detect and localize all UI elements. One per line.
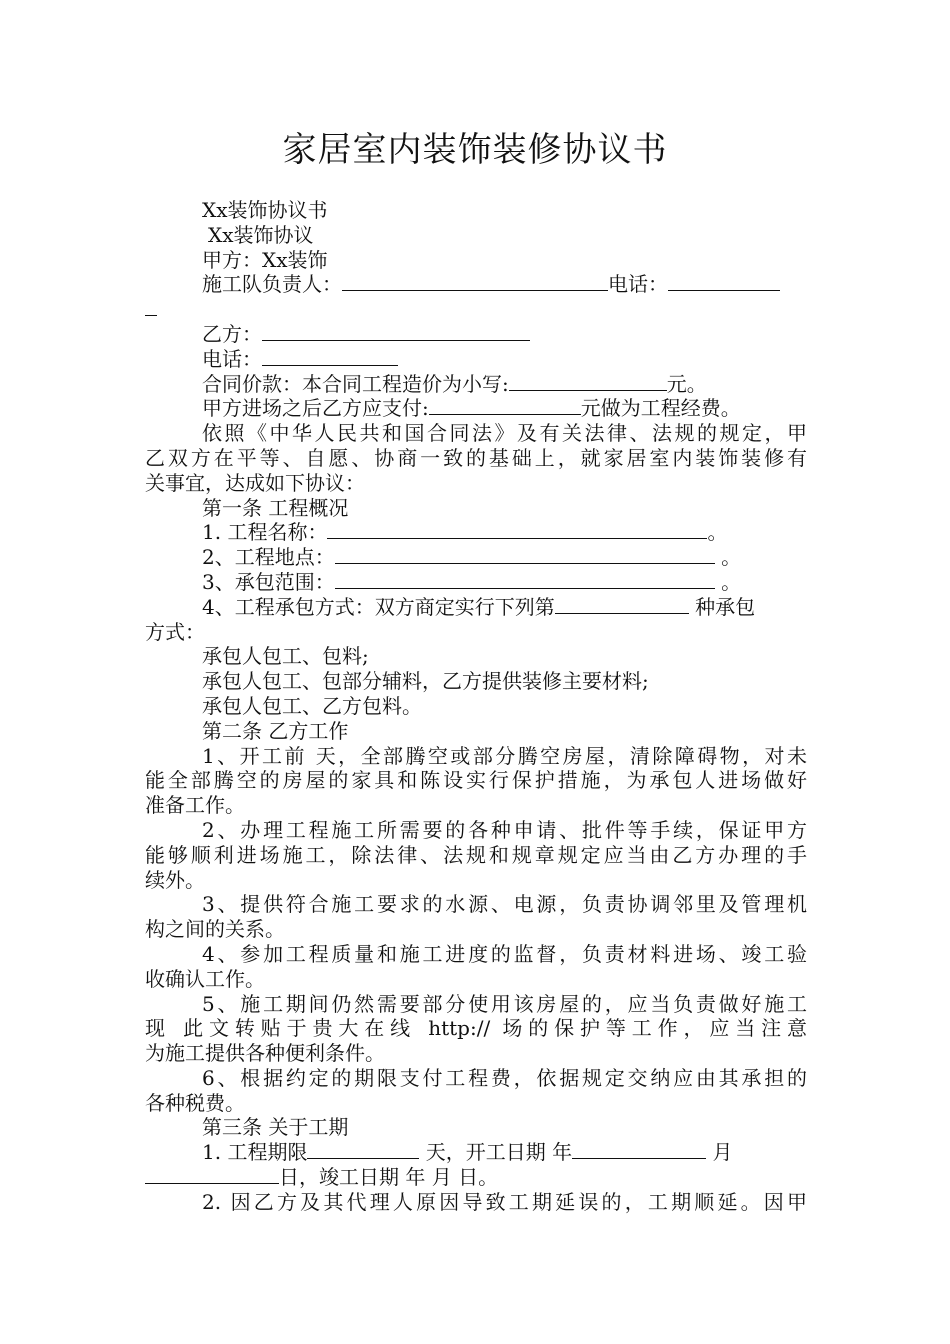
preamble-line-1: 依照《中华人民共和国合同法》及有关法律、法规的规定，甲 (202, 421, 807, 446)
foreman-phone-label: 电话： (608, 272, 668, 297)
foreman-phone-continuation (145, 297, 807, 322)
article-2-item-2-line-2: 能够顺利进场施工，除法律、法规和规章规定应当由乙方办理的手 (145, 842, 807, 867)
period-start-text: 天，开工日期 年 (419, 1140, 573, 1165)
preamble-line-3: 关事宜，达成如下协议： (145, 470, 365, 495)
foreman-phone-blank-cont (145, 297, 157, 316)
project-name-label: 1. 工程名称： (202, 520, 328, 545)
period-days-blank (307, 1140, 419, 1159)
period-label: 1. 工程期限 (202, 1140, 308, 1165)
advance-suffix: 元做为工程经费。 (580, 396, 741, 421)
party-b-line (145, 322, 807, 347)
foreman-phone-blank (668, 272, 780, 291)
project-location-line (145, 545, 807, 570)
item-5-fragment-2: 此文转贴于贵大在线 (183, 1016, 416, 1041)
contract-mode-cont: 方式： (145, 619, 205, 644)
contract-option-1: 承包人包工、包料; (202, 644, 369, 669)
article-2-item-6-line-2: 各种税费。 (145, 1090, 245, 1115)
price-blank (509, 372, 667, 391)
article-2-item-2-line-3: 续外。 (145, 867, 205, 892)
period-line (145, 1140, 807, 1165)
contract-mode-suffix: 种承包 (688, 594, 756, 619)
period-end-text: 日，竣工日期 年 月 日。 (279, 1165, 499, 1190)
project-name-line (145, 520, 807, 545)
article-2-item-6-line-1: 6、根据约定的期限支付工程费，依据规定交纳应由其承担的 (202, 1065, 807, 1090)
item-5-fragment-4: 场的保护等工作，应当注意 (502, 1016, 808, 1041)
period-month-label: 月 (706, 1140, 733, 1165)
contract-mode-line (145, 595, 807, 620)
header-line-1: Xx装饰协议书 (202, 198, 328, 222)
article-2-item-2-line-1: 2、办理工程施工所需要的各种申请、批件等手续，保证甲方 (202, 817, 807, 842)
document-body (145, 198, 807, 1215)
party-a-line: 甲方：Xx装饰 (202, 247, 328, 272)
party-b-label: 乙方： (202, 321, 262, 346)
project-name-end: 。 (707, 520, 728, 545)
article-2-item-1-line-2: 能全部腾空的房屋的家具和陈设实行保护措施，为承包人进场做好 (145, 768, 807, 793)
project-name-blank (327, 520, 707, 539)
document-title: 家居室内装饰装修协议书 (282, 130, 668, 170)
foreman-label: 施工队负责人： (202, 272, 342, 297)
article-2-item-5-line-2 (145, 1016, 807, 1041)
article-2-item-5-line-1: 5、施工期间仍然需要部分使用该房屋的，应当负责做好施工 (202, 991, 807, 1016)
article-2-item-5-line-3: 为施工提供各种便利条件。 (145, 1041, 385, 1066)
article-2-item-4-line-1: 4、参加工程质量和施工进度的监督，负责材料进场、竣工验 (202, 941, 807, 966)
article-2-item-1-line-3: 准备工作。 (145, 793, 245, 818)
project-location-blank (335, 545, 715, 564)
project-scope-end: 。 (714, 569, 742, 594)
price-prefix: 合同价款：本合同工程造价为小写: (202, 371, 509, 396)
article-2-item-3-line-1: 3、提供符合施工要求的水源、电源，负责协调邻里及管理机 (202, 892, 807, 917)
party-b-phone-label: 电话： (202, 346, 262, 371)
article-2-heading: 第二条 乙方工作 (202, 718, 349, 743)
project-scope-label: 3、承包范围： (202, 569, 335, 594)
contract-option-2: 承包人包工、包部分辅料，乙方提供装修主要材料; (202, 669, 649, 694)
advance-line (145, 396, 807, 421)
party-b-blank (262, 322, 530, 341)
party-b-phone-blank (262, 347, 398, 366)
project-scope-line (145, 570, 807, 595)
advance-blank (429, 396, 581, 415)
item-5-fragment-3: http:// (428, 1016, 491, 1041)
header-line-2: Xx装饰协议 (208, 222, 314, 247)
project-location-label: 2、工程地点： (202, 545, 335, 570)
contract-mode-prefix: 4、工程承包方式：双方商定实行下列第 (202, 594, 555, 619)
article-1-heading: 第一条 工程概况 (202, 495, 349, 520)
price-suffix: 元。 (666, 371, 707, 396)
foreman-blank (342, 272, 608, 291)
advance-prefix: 甲方进场之后乙方应支付: (202, 396, 429, 421)
contract-mode-blank (555, 595, 689, 614)
period-month-blank (572, 1140, 706, 1159)
item-5-fragment-1: 现 (145, 1016, 171, 1041)
article-2-item-4-line-2: 收确认工作。 (145, 966, 265, 991)
article-3-heading: 第三条 关于工期 (202, 1115, 349, 1140)
article-2-item-3-line-2: 构之间的关系。 (145, 917, 285, 942)
price-line (145, 372, 807, 397)
period-line-cont (145, 1165, 807, 1190)
foreman-line (145, 272, 807, 297)
period-day-blank (145, 1165, 279, 1184)
preamble-line-2: 乙双方在平等、自愿、协商一致的基础上，就家居室内装饰装修有 (145, 445, 807, 470)
project-location-end: 。 (714, 545, 742, 570)
party-b-phone-line (145, 347, 807, 372)
article-2-item-1-line-1: 1、开工前 天，全部腾空或部分腾空房屋，清除障碍物，对未 (202, 743, 807, 768)
project-scope-blank (335, 570, 715, 589)
delay-line: 2. 因乙方及其代理人原因导致工期延误的，工期顺延。因甲 (202, 1189, 807, 1214)
contract-option-3: 承包人包工、乙方包料。 (202, 693, 422, 718)
